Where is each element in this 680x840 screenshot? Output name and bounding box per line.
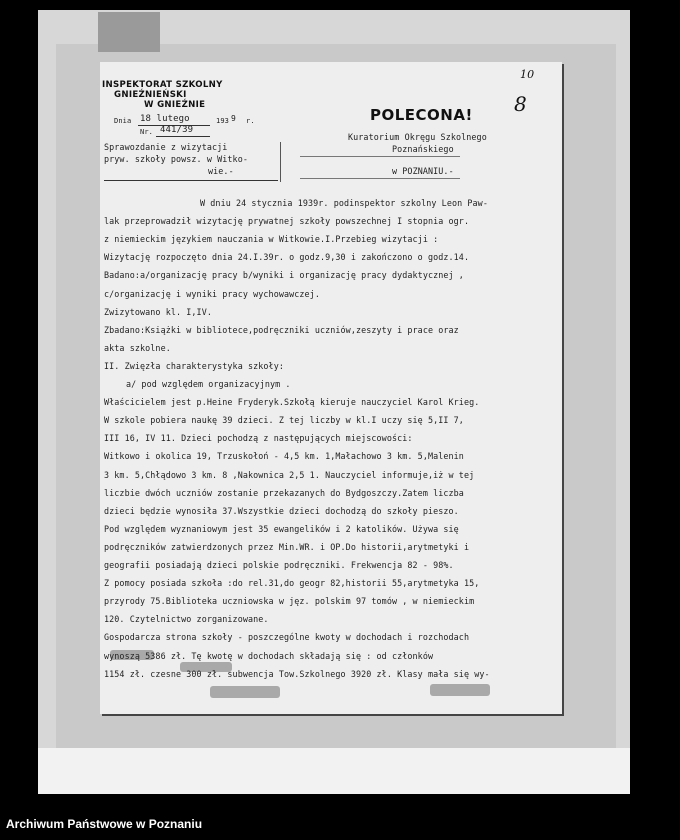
subject-line-2: pryw. szkoły powsz. w Witko-	[104, 154, 248, 164]
org-line-3: W GNIEŹNIE	[144, 100, 206, 110]
body-line: Pod względem wyznaniowym jest 35 ewangelików i 2 katolików. Używa się	[104, 523, 459, 534]
body-line: W szkole pobiera naukę 39 dzieci. Z tej liczby w kl.I uczy się 5,II 7,	[104, 415, 464, 426]
subject-line-1: Sprawozdanie z wizytacji	[104, 142, 228, 152]
body-line: z niemieckim językiem nauczania w Witkowie.I.Przebieg wizytacji :	[104, 234, 439, 245]
org-line-2: GNIEŹNIEŃSKI	[114, 90, 187, 100]
polecona-stamp: POLECONA!	[370, 106, 473, 124]
body-line: II. Zwięzła charakterystyka szkoły:	[104, 360, 284, 371]
recipient-line-3: w POZNANIU.-	[392, 166, 454, 176]
year-label: 193	[216, 117, 229, 125]
body-line: Gospodarcza strona szkoły - poszczególne kwoty w dochodach i rozchodach	[104, 632, 470, 643]
body-line: a/ pod względem organizacyjnym .	[126, 379, 291, 389]
year-suffix: r.	[246, 117, 255, 125]
body-line: geografii posiadają dzieci polskie podręczniki. Frekwencja 82 - 98%.	[104, 560, 454, 570]
body-line: Właścicielem jest p.Heine Fryderyk.Szkołą kieruje nauczyciel Karol Krieg.	[104, 397, 480, 408]
page-number: 10	[520, 68, 535, 81]
body-line: Zbadano:Książki w bibliotece,podręczniki uczniów,zeszyty i prace oraz	[104, 324, 459, 335]
folder-tab	[98, 12, 160, 52]
org-line-1: INSPEKTORAT SZKOLNY	[102, 80, 223, 90]
document-page	[100, 62, 562, 714]
body-line: W dniu 24 stycznia 1939r. podinspektor szkolny Leon Paw-	[200, 198, 488, 208]
body-line: Badano:a/organizację pracy b/wyniki i organizację pracy dydaktycznej ,	[104, 270, 464, 281]
recipient-line-2: Poznańskiego	[392, 144, 454, 154]
body-line: Z pomocy posiada szkoła :do rel.31,do geogr 82,historii 55,arytmetyka 15,	[104, 578, 480, 589]
subject-line-3: wie.-	[208, 166, 234, 176]
body-line: dzieci będzie wynosiła 37.Wszystkie dzieci dochodzą do szkoły pieszo.	[104, 505, 459, 516]
body-line: Wizytację rozpoczęto dnia 24.I.39r. o godz.9,30 i zakończono o godz.14.	[104, 252, 470, 263]
bottom-paper-strip	[38, 748, 630, 794]
archive-footer: Archiwum Państwowe w Poznaniu	[0, 808, 680, 840]
body-line: c/organizację i wyniki pracy wychowawczej.	[104, 288, 320, 299]
number-value: 441/39	[160, 125, 194, 135]
body-line: podręczników zatwierdzonych przez Min.WR. i OP.Do historii,arytmetyki i	[104, 541, 470, 552]
recipient-line-1: Kuratorium Okręgu Szkolnego	[348, 132, 487, 142]
number-label: Nr.	[140, 128, 153, 136]
body-line: lak przeprowadził wizytację prywatnej szkoły powszechnej I stopnia ogr.	[104, 216, 470, 227]
body-line: 1154 zł. czesne 300 zł. subwencja Tow.Szkolnego 3920 zł. Klasy mała się wy-	[104, 668, 490, 679]
year-value: 9	[231, 114, 236, 123]
body-line: akta szkolne.	[104, 342, 171, 353]
body-line: wynoszą 5386 zł. Tę kwotę w dochodach składają się : od członków	[104, 650, 434, 661]
body-line: liczbie dwóch uczniów zostanie przekazanych do Bydgoszczy.Zatem liczba	[104, 487, 464, 498]
body-line: 3 km. 5,Chłądowo 3 km. 8 ,Nakownica 2,5 1. Nauczyciel informuje,iż w tej	[104, 469, 475, 480]
handwritten-page-number: 8	[514, 92, 527, 116]
date-label: Dnia	[114, 117, 132, 125]
body-line: III 16, IV 11. Dzieci pochodzą z następujących miejscowości:	[104, 433, 413, 444]
body-line: przyrody 75.Biblioteka uczniowska w jęz. polskim 97 tomów , w niemieckim	[104, 596, 475, 607]
body-line: Witkowo i okolica 19, Trzuskołoń - 4,5 km. 1,Małachowo 3 km. 5,Malenin	[104, 451, 464, 462]
body-line: 120. Czytelnictwo zorganizowane.	[104, 614, 269, 625]
body-line: Zwizytowano kl. I,IV.	[104, 306, 212, 317]
date-value: 18 lutego	[140, 114, 190, 124]
